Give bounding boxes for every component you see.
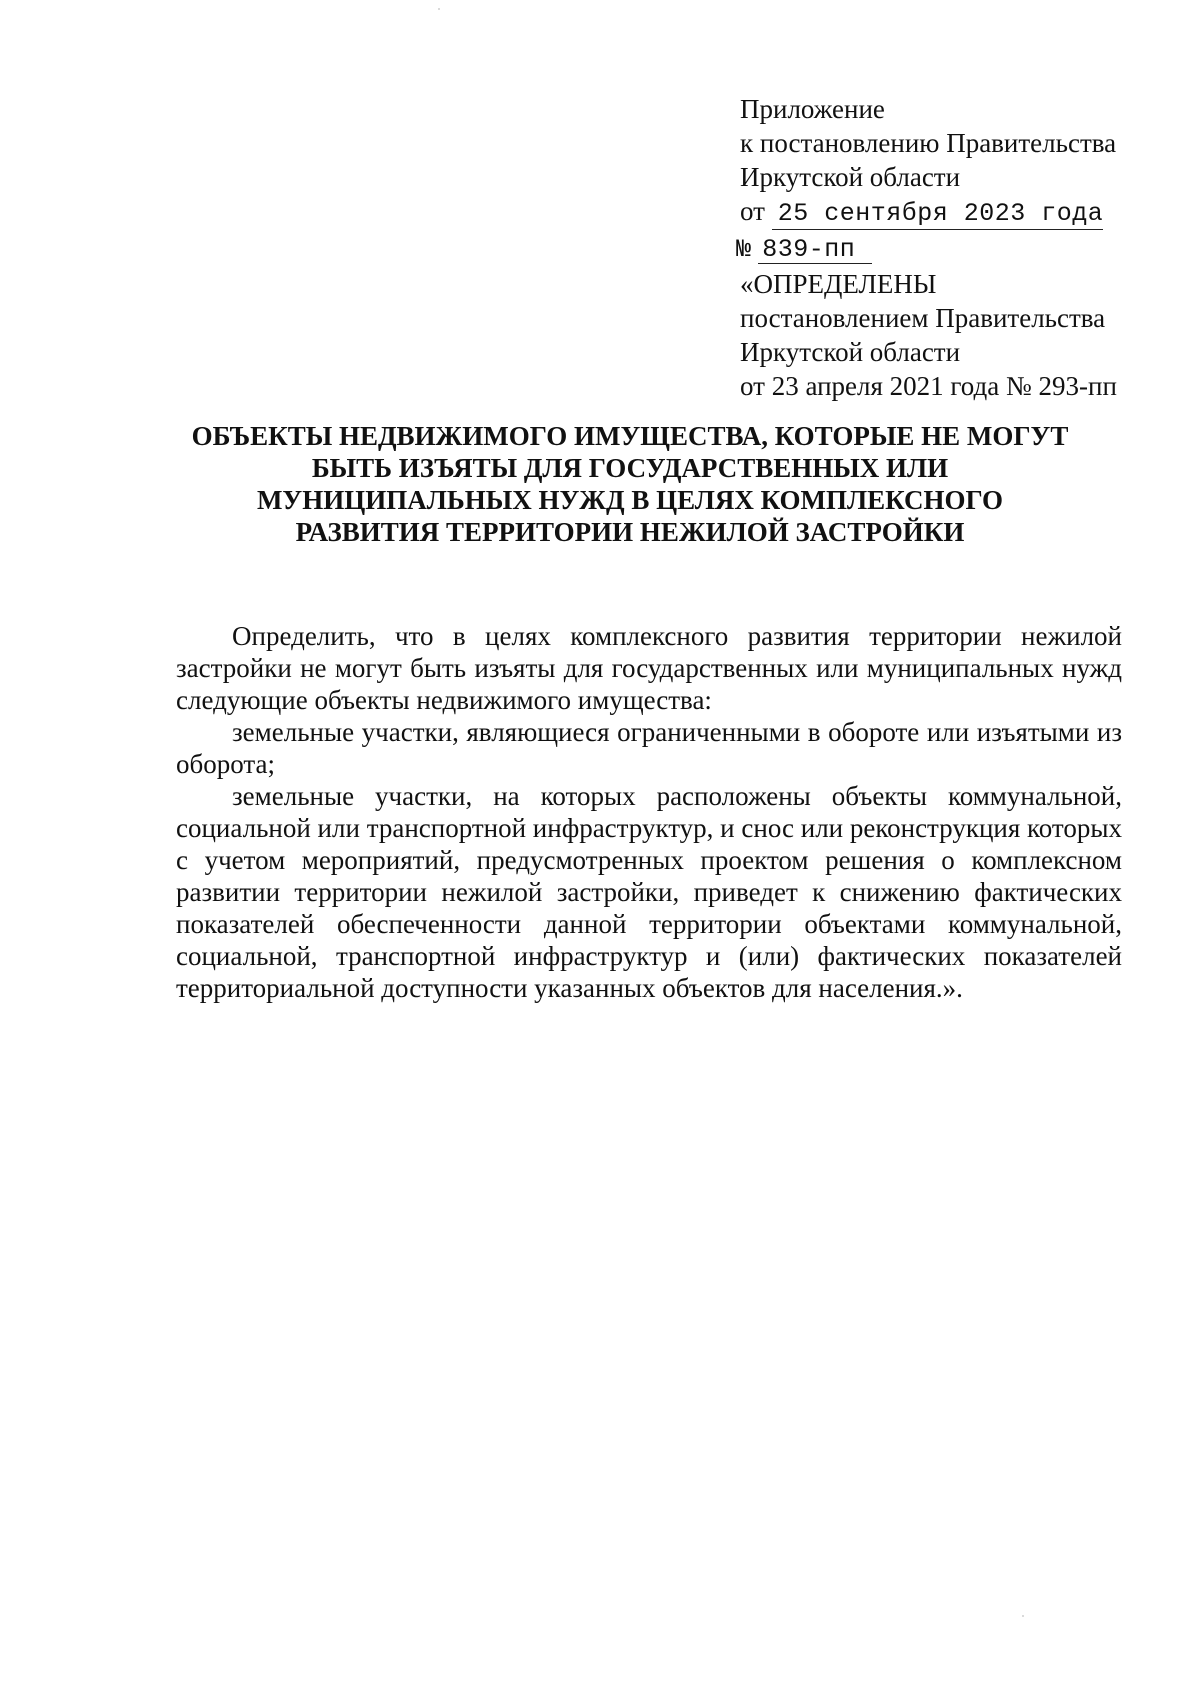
appendix-label: Приложение	[740, 94, 885, 124]
body-paragraph-3: земельные участки, на которых расположены объекты коммунальной, социальной или транспортной инфраструктур, и снос или реконструкция которых с учетом мероприятий, предусмотренных проектом решения о комплексном развитии территории нежилой застройки, приведет к снижению фактических показателей обеспеченности данной территории объектами коммунальной, социальной, транспортной инфраструктур и (или) фактических показателей территориальной доступности указанных объектов для населения.».	[176, 781, 1122, 1003]
date-prefix: от	[740, 196, 765, 226]
defined-label: «ОПРЕДЕЛЕНЫ	[740, 269, 937, 299]
region-name: Иркутской области	[740, 162, 961, 192]
body-paragraph-2: земельные участки, являющиеся ограниченными в обороте или изъятыми из оборота;	[176, 717, 1122, 779]
scan-speck	[438, 8, 440, 10]
title-line-4: РАЗВИТИЯ ТЕРРИТОРИИ НЕЖИЛОЙ ЗАСТРОЙКИ	[295, 517, 965, 547]
title-line-1: ОБЪЕКТЫ НЕДВИЖИМОГО ИМУЩЕСТВА, КОТОРЫЕ НЕ МОГУТ	[191, 421, 1069, 451]
appendix-header	[736, 92, 1180, 403]
title-line-2: БЫТЬ ИЗЪЯТЫ ДЛЯ ГОСУДАРСТВЕННЫХ ИЛИ	[311, 453, 949, 483]
resolution-date-line	[740, 194, 1180, 230]
document-title	[130, 420, 1130, 548]
body-paragraph-1: Определить, что в целях комплексного развития территории нежилой застройки не могут быть изъяты для государственных или муниципальных нужд следующие объекты недвижимого имущества:	[176, 621, 1122, 715]
title-line-3: МУНИЦИПАЛЬНЫХ НУЖД В ЦЕЛЯХ КОМПЛЕКСНОГО	[256, 485, 1004, 515]
defined-region-name: Иркутской области	[740, 337, 961, 367]
resolution-number: 839-пп	[758, 237, 872, 264]
original-resolution-date: от 23 апреля 2021 года № 293-пп	[740, 371, 1117, 401]
number-sign: №	[736, 235, 752, 264]
scan-speck	[1022, 1615, 1024, 1617]
resolution-number-line	[736, 230, 1180, 267]
defined-by-resolution: постановлением Правительства	[740, 303, 1106, 333]
resolution-date: 25 сентября 2023 года	[772, 199, 1103, 230]
document-body	[176, 620, 1122, 1004]
resolution-reference: к постановлению Правительства	[740, 128, 1117, 158]
